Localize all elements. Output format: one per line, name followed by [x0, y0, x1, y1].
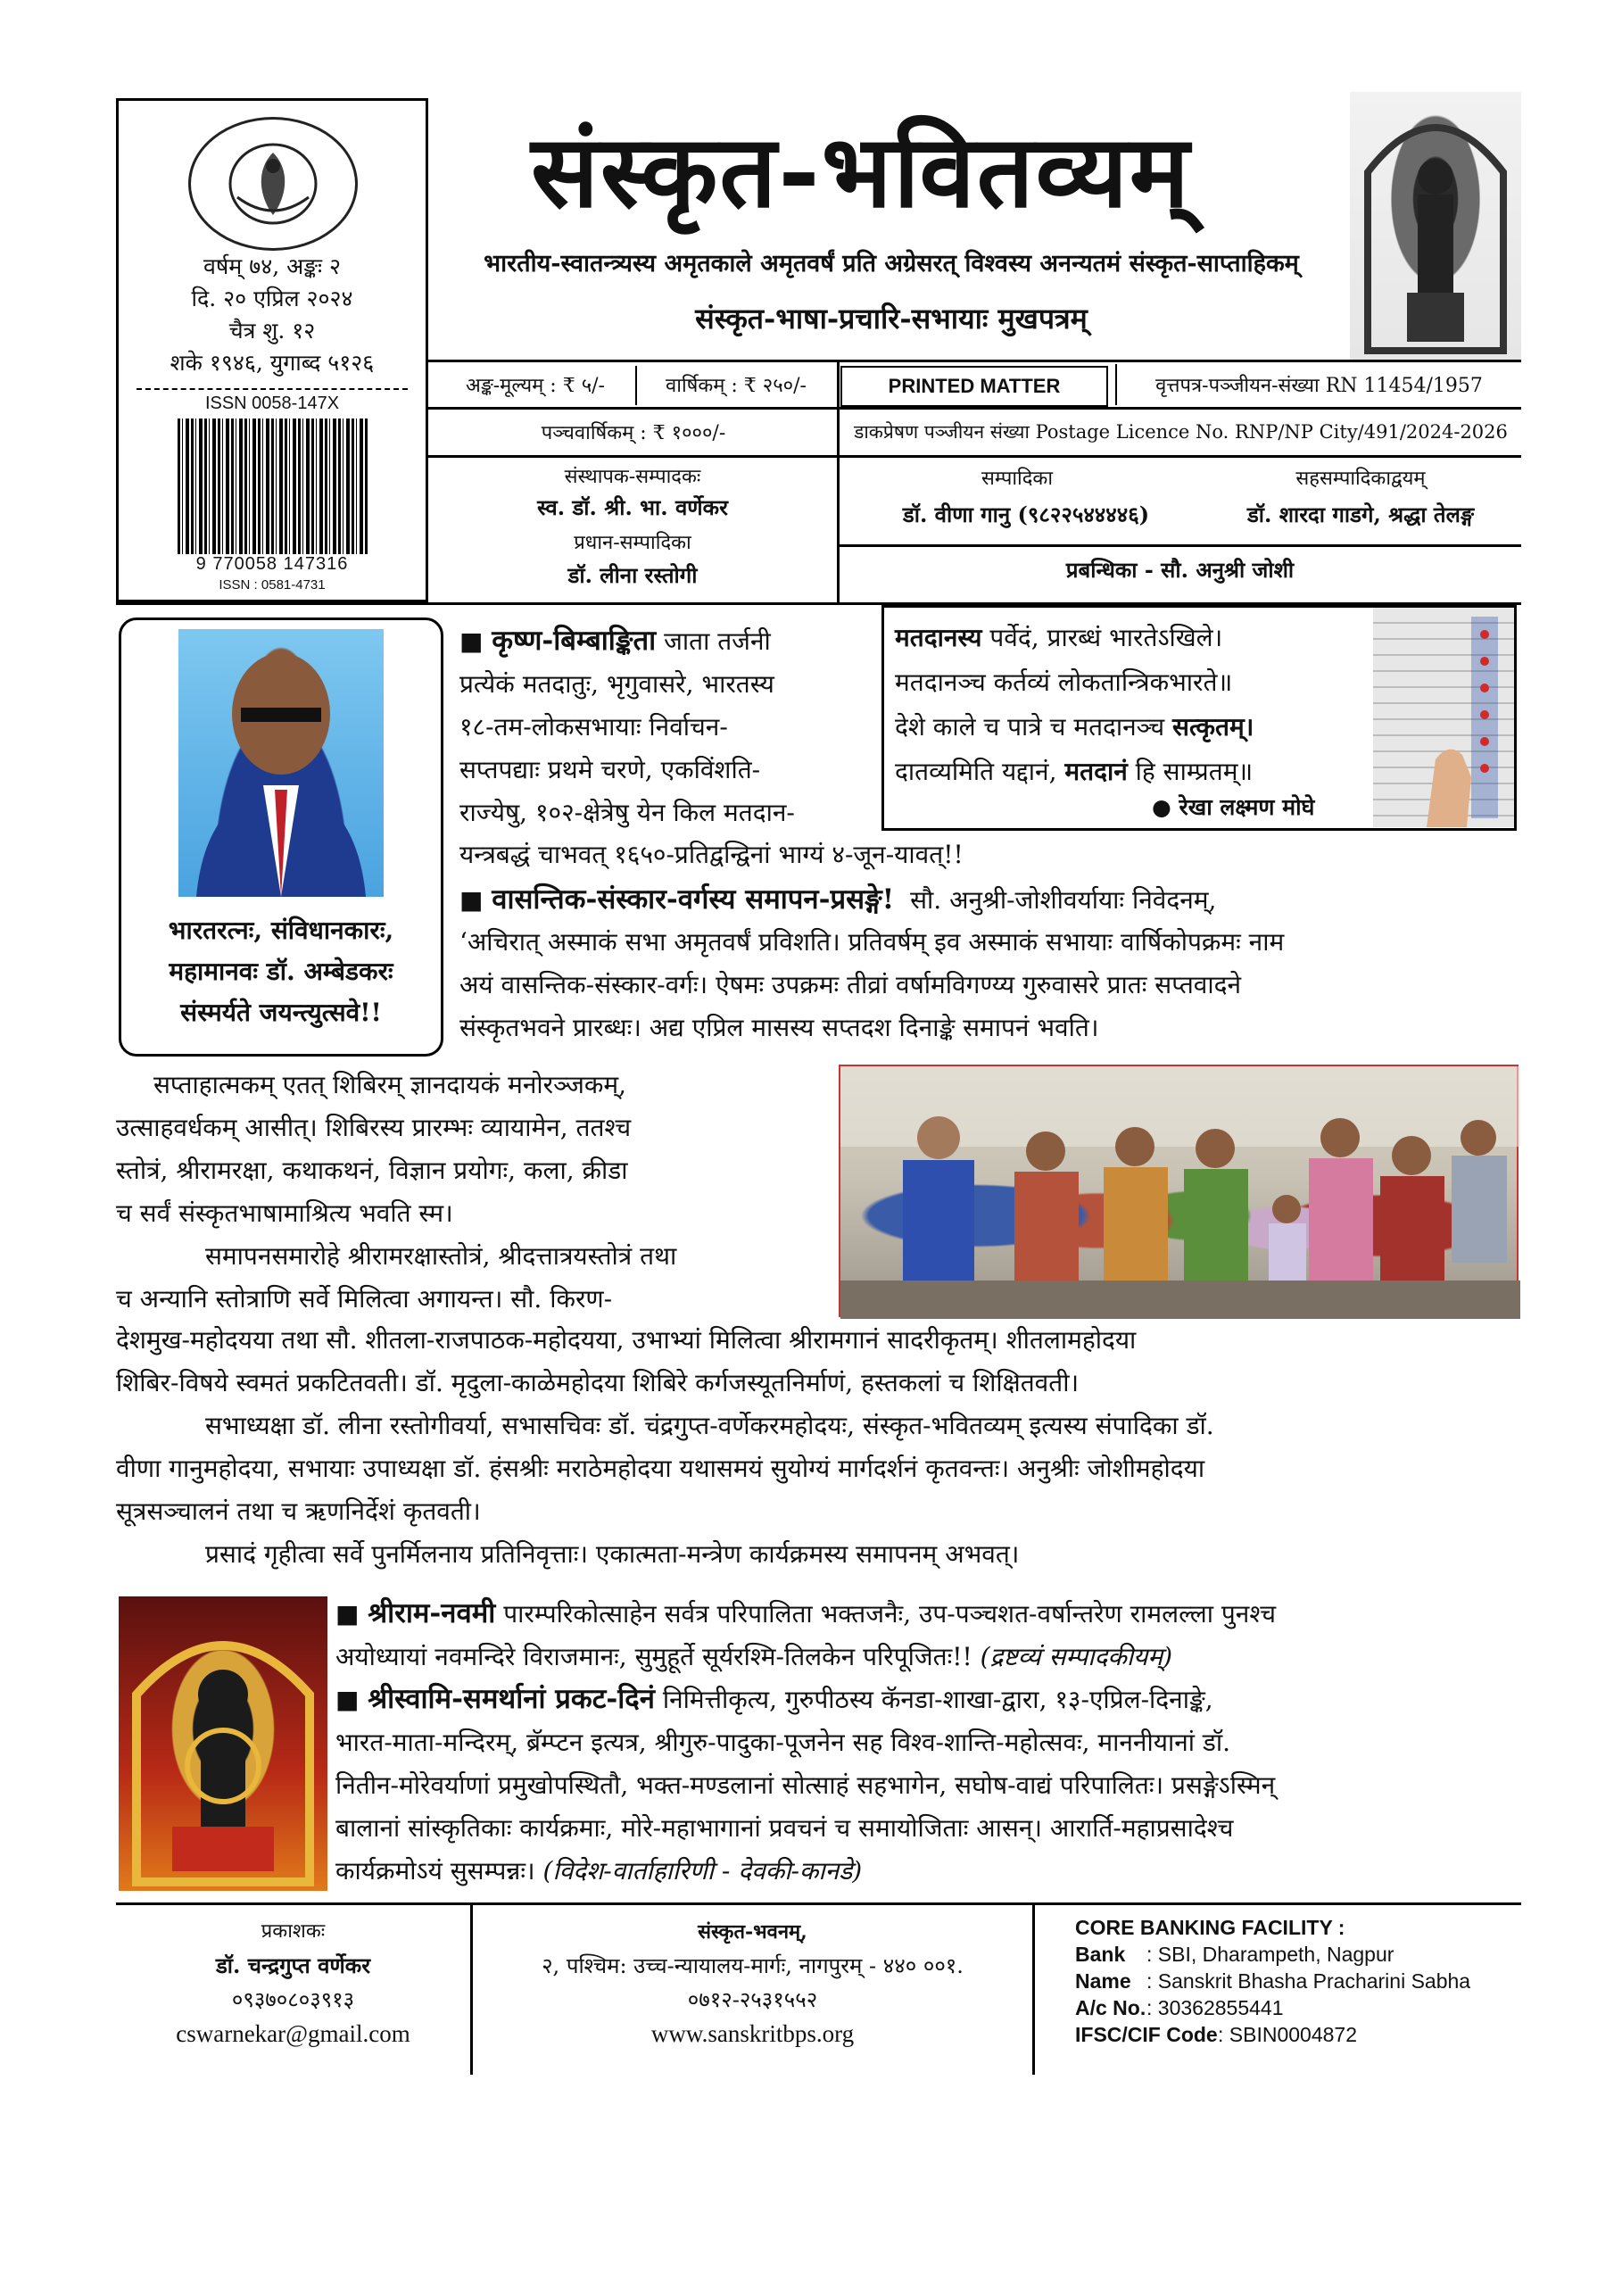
bank-row — [1075, 2021, 1521, 2048]
article-swami-correspondent: (विदेश-वार्ताहारिणी - देवकी-कानडे) — [534, 1856, 863, 1886]
article-camp-col-2: उत्साहवर्धकम् आसीत्। शिबिरस्य प्रारम्भः व्यायामेन, ततश्च — [116, 1113, 632, 1142]
editor-label: सम्पादिका — [981, 468, 1054, 490]
bank-value: : SBI, Dharampeth, Nagpur — [1146, 1943, 1394, 1966]
masthead-rule-right-base — [837, 544, 1521, 547]
office-phone: ०७१२-२५३१५५२ — [687, 1987, 818, 2012]
article-swami-line-5 — [335, 1850, 1521, 1893]
article-camp-first: सौ. अनुश्री-जोशीवर्यायाः निवेदनम्, — [910, 885, 1217, 915]
article-camp-para-2 — [116, 1319, 1521, 1576]
article-camp-full-2: शिबिर-विषये स्वमतं प्रकटितवती। डॉ. मृदुला-काळेमहोदया शिबिरे कर्गजस्यूतनिर्माणं, हस्तकलां च शिक्षितवती। — [116, 1368, 1080, 1397]
article-voting-text-1: जाता तर्जनी — [664, 626, 771, 656]
article-swami-line-2: भारत-माता-मन्दिरम्, ब्रॅम्प्टन इत्यत्र, श्रीगुरु-पादुका-पूजनेन सह विश्व-शान्ति-महोत्सवः, माननीयानां डॉ. — [335, 1728, 1231, 1757]
article-ramnavami — [335, 1592, 1521, 1678]
five-year-price: पञ्चवार्षिकम् : ₹ १०००/- — [541, 422, 726, 444]
poem-line-4 — [895, 754, 1377, 788]
article-camp-full-1: देशमुख-महोदयया तथा सौ. शीतला-राजपाठक-महोदयया, उभाभ्यां मिलित्वा श्रीरामगानं सादरीकृतम्। शीतलामहोदया — [116, 1325, 1137, 1355]
rni-registration — [1115, 364, 1521, 405]
newspaper-tagline: भारतीय-स्वातन्त्र्यस्य अमृतकाले अमृतवर्षं प्रति अग्रेसरत् विश्वस्य अनन्यतमं संस्कृत-साप्ताहिकम् — [484, 250, 1299, 278]
bank-value: : 30362855441 — [1146, 1996, 1284, 2019]
office-address: २, पश्चिम: उच्च-न्यायालय-मार्गः, नागपुरम् - ४४० ००१. — [542, 1953, 964, 1978]
article-camp-line-1: ‘अचिरात् अस्माकं सभा अमृतवर्षं प्रविशति। प्रतिवर्षम् इव अस्माकं सभायाः वार्षिकोपक्रमः नाम — [459, 927, 1285, 957]
article-camp-full-6: प्रसादं गृहीत्वा सर्वे पुनर्मिलनाय प्रतिनिवृत्ताः। एकात्मता-मन्त्रेण कार्यक्रमस्य समापनम् अभवत्। — [205, 1539, 1020, 1569]
bank-value: : SBIN0004872 — [1218, 2023, 1358, 2046]
office-website[interactable]: www.sanskritbps.org — [650, 2020, 855, 2047]
printed-matter-label: PRINTED MATTER — [840, 366, 1108, 407]
saraswati-emblem-icon — [219, 135, 327, 233]
article-swami-text-1: निमित्तीकृत्य, गुरुपीठस्य कॅनडा-शाखा-द्वारा, १३-एप्रिल-दिनाङ्के, — [662, 1685, 1213, 1714]
masthead-rule-bottom — [428, 455, 1521, 458]
article-camp-line-2: अयं वासन्तिक-संस्कार-वर्गः। ऐषमः उपक्रमः तीव्रां वर्षामविगण्य्य गुरुवासरे प्रातः सप्तवादने — [459, 970, 1242, 999]
bank-key: Name — [1075, 1969, 1131, 1993]
ambedkar-box — [119, 618, 443, 1057]
poem-line-3 — [895, 709, 1377, 743]
masthead-rule-top — [428, 360, 1521, 362]
poem-text-4a: दातव्यमिति यद्दानं, — [895, 757, 1065, 786]
article-camp-col-4: च सर्वं संस्कृतभाषामाश्रित्य भवति स्म। — [116, 1198, 453, 1228]
rni-text: वृत्तपत्र-पञ्जीयन-संख्या RN 11454/1957 — [1155, 375, 1483, 397]
newspaper-title: संस्कृत-भवितव्यम् — [531, 113, 1191, 230]
poem-text-4c: हि साम्प्रतम्॥ — [1127, 757, 1254, 786]
manager-name: प्रबन्धिका - सौ. अनुश्री जोशी — [1065, 557, 1295, 583]
issue-year: वर्षम् ७४, अङ्कः २ — [203, 253, 342, 279]
article-ramnavami-line-2 — [335, 1636, 1521, 1678]
article-camp-line-3: संस्कृतभवने प्रारब्धः। अद्य एप्रिल मासस्य सप्तदश दिनाङ्के समापनं भवति। — [459, 1013, 1099, 1042]
ambedkar-caption-2: महामानवः डॉ. अम्बेडकरः — [169, 957, 393, 986]
bank-key: A/c No. — [1075, 1996, 1146, 2019]
newspaper-mouthpiece: संस्कृत-भाषा-प्रचारि-सभायाः मुखपत्रम् — [695, 302, 1088, 336]
issue-tithi: चैत्र शु. १२ — [228, 318, 316, 344]
bullet-icon: ■ — [335, 1685, 368, 1714]
publisher-email[interactable]: cswarnekar@gmail.com — [176, 2020, 410, 2047]
issue-box — [116, 98, 428, 602]
issue-price: अङ्क-मूल्यम् : ₹ ५/- — [466, 375, 605, 397]
footer-office — [473, 1915, 1032, 2051]
bullet-icon: ■ — [459, 626, 492, 656]
article-camp-col-3: स्तोत्रं, श्रीरामरक्षा, कथाकथनं, विज्ञान प्रयोगः, कला, क्रीडा — [116, 1156, 628, 1185]
article-voting-line-4: सप्तपद्याः प्रथमे चरणे, एकविंशति- — [459, 755, 761, 784]
masthead-rule-mid — [428, 407, 1521, 410]
poem-keyword-1: मतदानस्य — [895, 623, 982, 652]
article-voting-line-5: राज्येषु, १०२-क्षेत्रेषु येन किल मतदान- — [459, 798, 795, 827]
publisher-label: प्रकाशकः — [261, 1920, 326, 1943]
article-camp-col-6: च अन्यानि स्तोत्राणि सर्वे मिलित्वा अगायन्त। सौ. किरण- — [116, 1284, 613, 1314]
voting-machine-icon — [1373, 608, 1514, 827]
article-swami-line-1 — [335, 1678, 1521, 1721]
bank-row — [1075, 1968, 1521, 1994]
publisher-phone: ०९३७०८०३९१३ — [231, 1987, 355, 2012]
poem-author: ● रेखा लक्ष्मण मोघे — [1152, 794, 1315, 820]
poem-keyword-3: सत्कृतम्। — [1172, 712, 1254, 742]
ambedkar-caption-3: संस्मर्यते जयन्त्युत्सवे!! — [180, 998, 382, 1027]
article-camp-full-5: सूत्रसञ्चालनं तथा च ऋणनिर्देशं कृतवती। — [116, 1496, 481, 1526]
issn-top: ISSN 0058-147X — [204, 394, 340, 413]
footer-rule — [116, 1902, 1521, 1905]
poem-line-1 — [895, 620, 1377, 654]
poem-line-2: मतदानञ्च कर्तव्यं लोकतान्त्रिकभारते॥ — [895, 667, 1233, 697]
article-voting — [459, 619, 870, 834]
bank-row — [1075, 1941, 1521, 1968]
bank-value: : Sanskrit Bhasha Pracharini Sabha — [1146, 1969, 1471, 1993]
article-ramnavami-note: (द्रष्टव्यं सम्पादकीयम्) — [972, 1642, 1173, 1671]
founder-label: संस्थापक-सम्पादकः — [564, 466, 701, 488]
poem-text-3: देशे काले च पात्रे च मतदानञ्च — [895, 712, 1173, 742]
issn-bottom: ISSN : 0581-4731 — [219, 577, 326, 593]
article-camp-full-4: वीणा गानुमहोदया, सभायाः उपाध्यक्षा डॉ. हंसश्रीः मराठेमहोदया यथासमयं सुयोग्यं मार्गदर्शनं कृतवन्तः। अनुश्रीः जोशीमहोदया — [116, 1454, 1205, 1483]
article-camp-column — [116, 1064, 830, 1321]
issue-shaka: शके १९४६, युगाब्द ५१२६ — [170, 350, 375, 376]
publisher-name: डॉ. चन्द्रगुप्त वर्णेकर — [215, 1952, 371, 1978]
barcode — [178, 419, 368, 554]
article-swami-line-3: नितीन-मोरेवर्याणां प्रमुखोपस्थितौ, भक्त-मण्डलानां सोत्साहं सहभागेन, सघोष-वाद्यं परिपालितः। प्रसङ्गेऽस्मिन् — [335, 1770, 1276, 1800]
coeditors-label: सहसम्पादिकाद्वयम् — [1295, 468, 1426, 490]
dashed-divider — [137, 388, 408, 390]
annual-price: वार्षिकम् : ₹ २५०/- — [666, 375, 807, 397]
article-swami-lead: श्रीस्वामि-समर्थानां प्रकट-दिनं — [368, 1683, 655, 1715]
coeditors-names: डॉ. शारदा गाडगे, श्रद्धा तेलङ्ग — [1246, 501, 1475, 527]
founder-name: स्व. डॉ. श्री. भा. वर्णेकर — [537, 494, 728, 520]
poem-text-1: पर्वेदं, प्रारब्धं भारतेऽखिले। — [981, 623, 1223, 652]
bullet-icon: ■ — [335, 1599, 368, 1629]
article-voting-line-3: १८-तम-लोकसभायाः निर्वाचन- — [459, 712, 728, 742]
chief-editor-label: प्रधान-सम्पादिका — [574, 532, 691, 554]
article-voting-lead: कृष्ण-बिम्बाङ्किता — [492, 625, 657, 657]
ambedkar-portrait — [178, 629, 384, 897]
bank-key: IFSC/CIF Code — [1075, 2023, 1218, 2046]
ambedkar-caption-1: भारतरत्नः, संविधानकारः, — [168, 916, 394, 945]
editor-name: डॉ. वीणा गानु (९८२२५४४४४६) — [902, 501, 1150, 527]
poem-keyword-4: मतदानं — [1064, 757, 1128, 786]
deity-figure-icon — [119, 1596, 327, 1891]
article-camp-col-5: समापनसमारोहे श्रीरामरक्षास्तोत्रं, श्रीदत्तात्रयस्तोत्रं तथा — [205, 1241, 677, 1271]
ramlalla-decorated-photo — [119, 1596, 327, 1891]
postal-licence: डाकप्रेषण पञ्जीयन संख्या Postage Licence No. RNP/NP City/491/2024-2026 — [854, 421, 1508, 443]
office-name: संस्कृत-भवनम्, — [698, 1920, 807, 1944]
evm-image — [1373, 608, 1514, 827]
article-swami-line-4: बालानां सांस्कृतिकाः कार्यक्रमाः, मोरे-महाभागानां प्रवचनं च समायोजिताः आसन्। आरार्ति-महाप्रसादेश्च — [335, 1813, 1234, 1843]
footer-bank — [1075, 1914, 1521, 2048]
group-people-icon — [840, 1066, 1520, 1319]
article-voting-line-1 — [459, 619, 870, 663]
article-ramnavami-text-1: पारम्परिकोत्साहेन सर्वत्र परिपालिता भक्तजनैः, उप-पञ्चशत-वर्षान्तरेण रामलल्ला पुनश्च — [503, 1599, 1277, 1629]
article-camp-intro — [459, 878, 1521, 922]
article-camp-para-1 — [459, 921, 1521, 1049]
article-voting-tail: यन्त्रबद्धं चाभवत् १६५०-प्रतिद्वन्द्विनां भाग्यं ४-जून-यावत्!! — [459, 840, 964, 869]
idol-figure-icon — [1350, 92, 1521, 360]
chief-editor-name: डॉ. लीना रस्तोगी — [567, 562, 698, 588]
issue-date: दि. २० एप्रिल २०२४ — [191, 286, 353, 311]
article-camp-col-1: सप्ताहात्मकम् एतत् शिबिरम् ज्ञानदायकं मनोरञ्जकम्, — [153, 1070, 626, 1099]
article-swami — [335, 1678, 1521, 1893]
poem-box — [881, 605, 1517, 831]
bank-key: Bank — [1075, 1943, 1126, 1966]
bank-row — [1075, 1994, 1521, 2021]
article-swami-text-5: कार्यक्रमोऽयं सुसम्पन्नः। — [335, 1856, 535, 1886]
barcode-digits: 9 770058 147316 — [195, 554, 349, 574]
portrait-figure-icon — [178, 629, 384, 897]
article-voting-line-2: प्रत्येकं मतदातुः, भृगुवासरे, भारतस्य — [459, 669, 774, 699]
article-ramnavami-line-1 — [335, 1592, 1521, 1636]
camp-group-photo — [839, 1065, 1519, 1317]
article-camp-lead: वासन्तिक-संस्कार-वर्गस्य समापन-प्रसङ्गे! — [492, 883, 895, 916]
bank-title: CORE BANKING FACILITY : — [1075, 1916, 1345, 1939]
ramlalla-idol-photo — [1350, 92, 1521, 360]
sabha-seal-logo — [188, 117, 358, 251]
article-ramnavami-text-2: अयोध्यायां नवमन्दिरे विराजमानः, सुमुहूर्ते सूर्यरश्मि-तिलकेन परिपूजितः!! — [335, 1642, 972, 1671]
article-ramnavami-lead: श्रीराम-नवमी — [368, 1597, 496, 1629]
article-camp-full-3: सभाध्यक्षा डॉ. लीना रस्तोगीवर्या, सभासचिवः डॉ. चंद्रगुप्त-वर्णेकरमहोदयः, संस्कृत-भवितव्यम् इत्यस्य संपादिका डॉ. — [205, 1411, 1214, 1440]
bullet-icon: ■ — [459, 885, 492, 915]
footer-publisher — [116, 1915, 470, 2051]
footer-divider-2 — [1032, 1905, 1035, 2075]
